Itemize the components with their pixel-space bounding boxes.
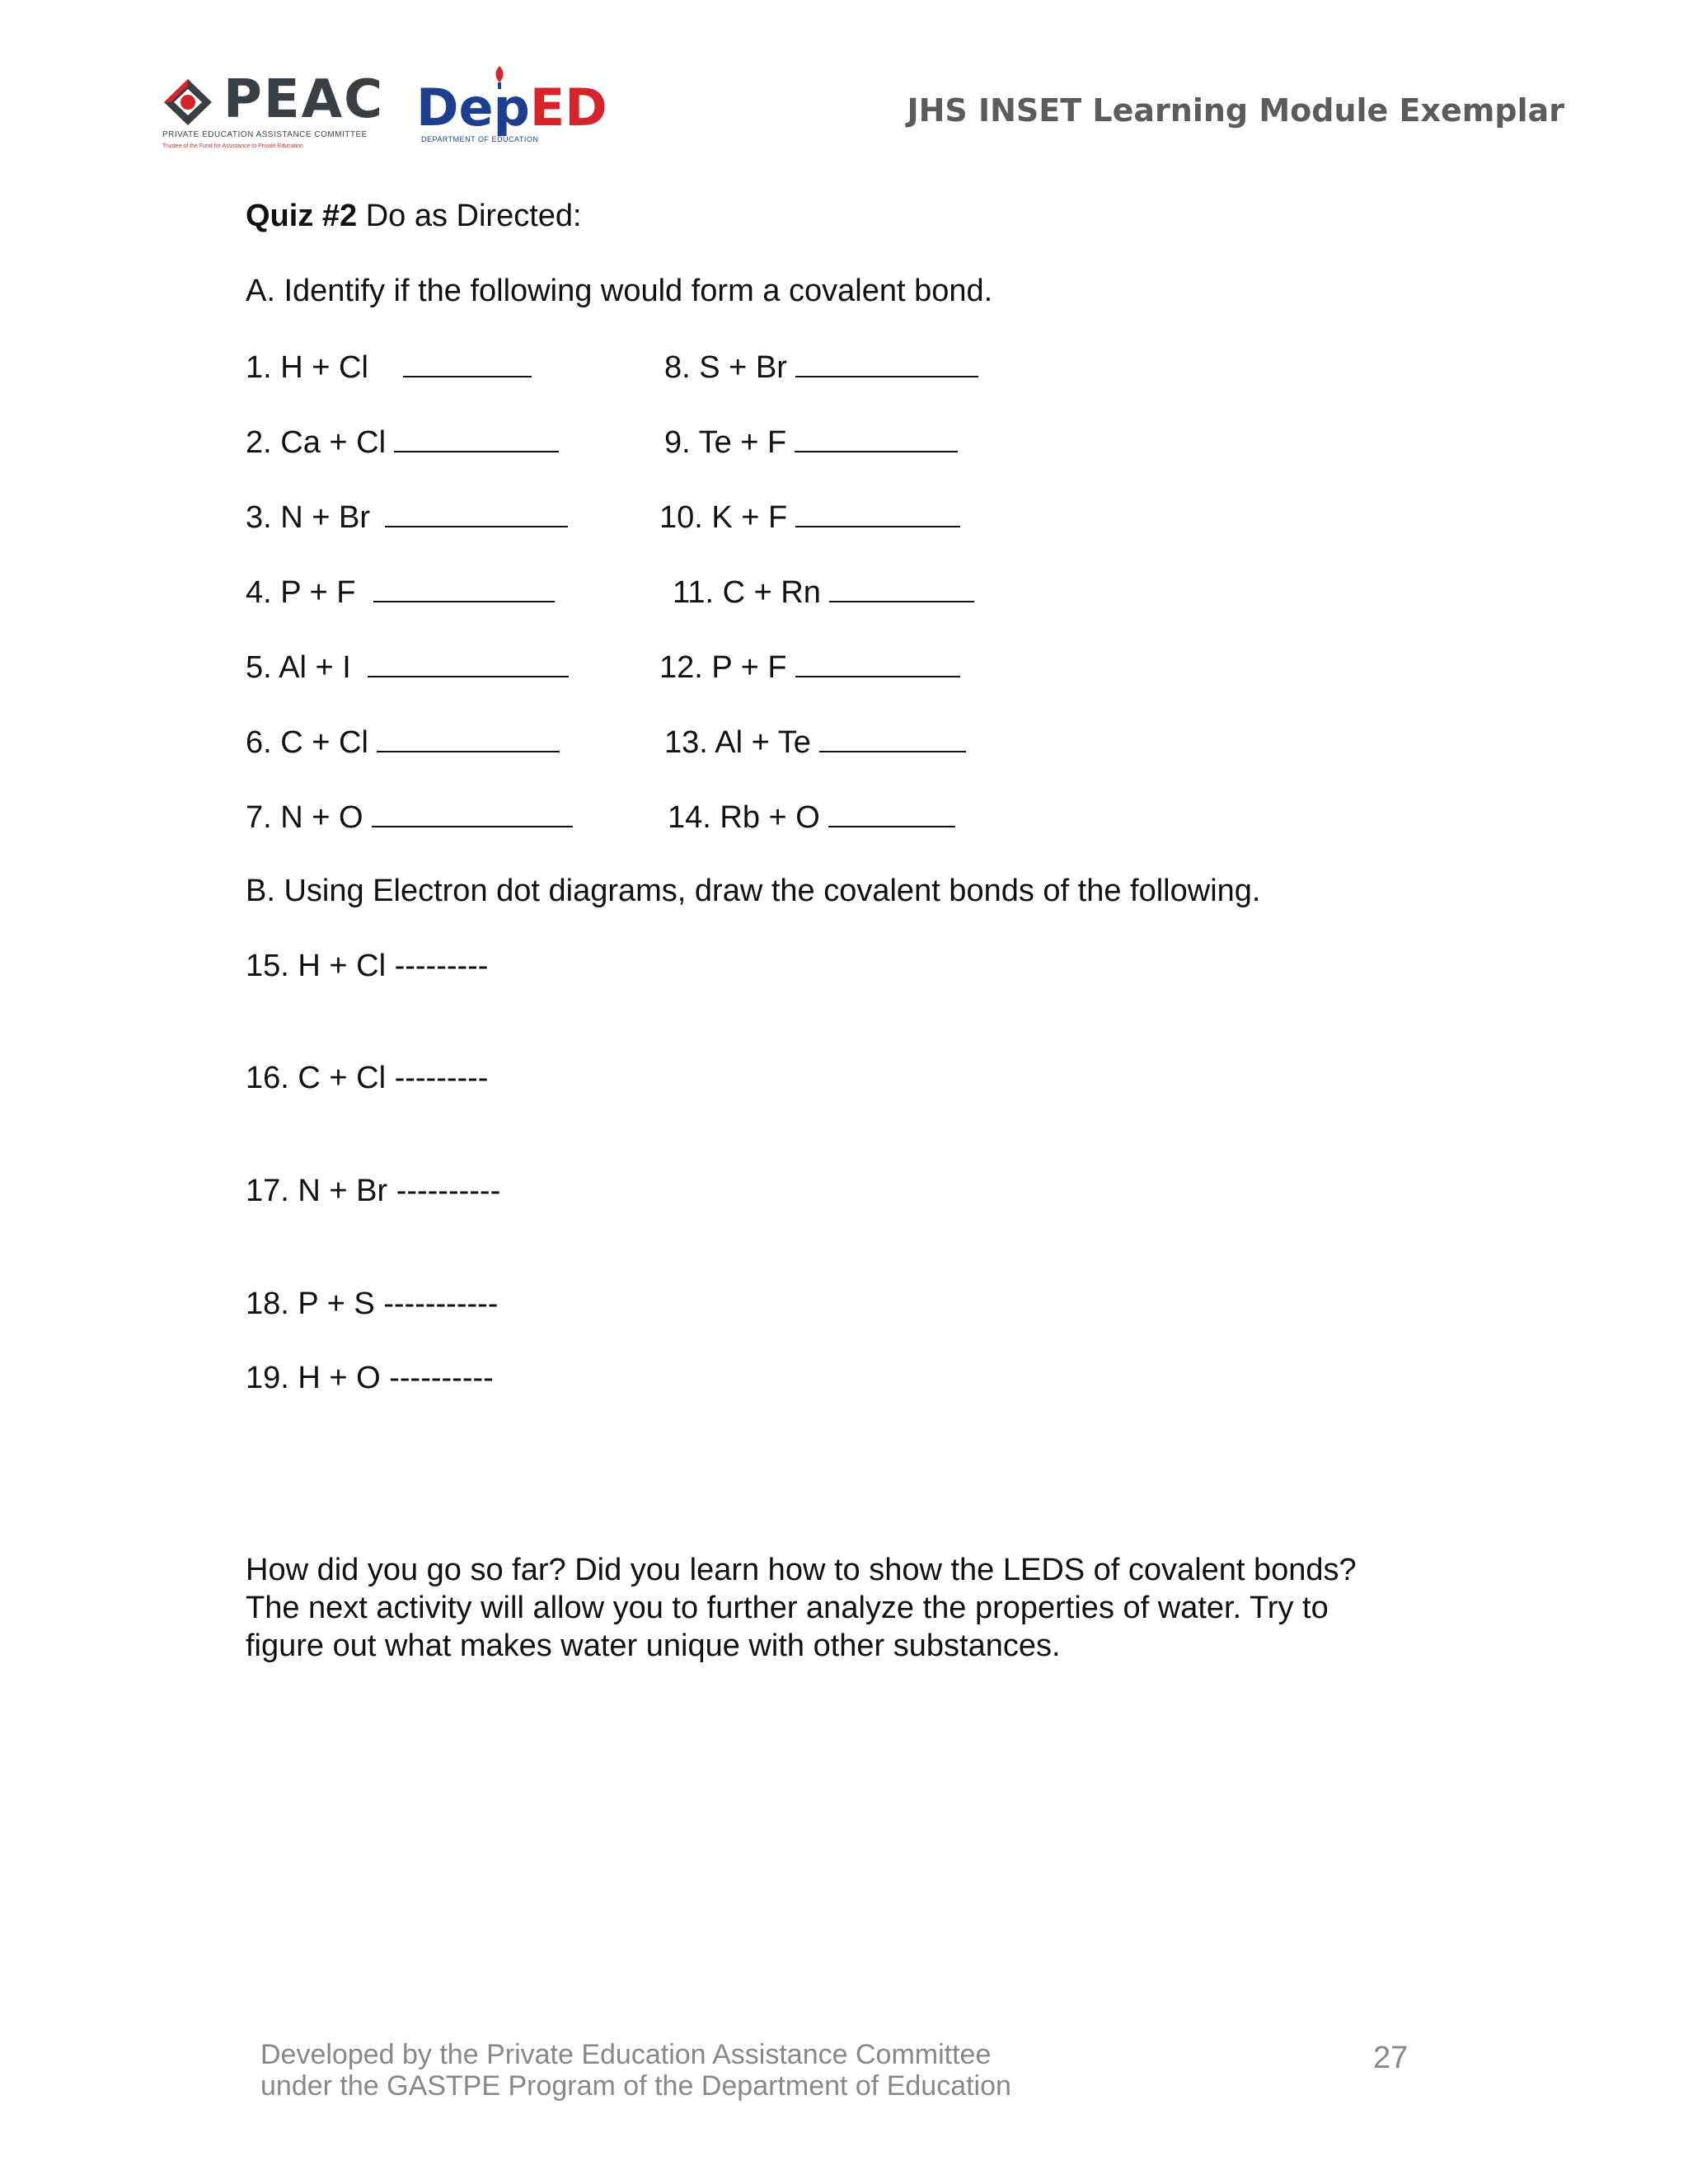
item-14 [668,798,955,836]
part-b-heading: B. Using Electron dot diagrams, draw the covalent bonds of the following. [246,874,1261,908]
item-7-text: 7. N + O [246,800,363,835]
item-11-text: 11. C + Rn [673,575,821,610]
item-14-text: 14. Rb + O [668,800,820,835]
answer-blank[interactable] [403,348,532,377]
answer-blank[interactable] [377,723,560,752]
peac-logo-text: PEAC [223,69,385,130]
closing-line-3: figure out what makes water unique with other substances. [246,1629,1061,1663]
item-3 [246,498,568,536]
footer [260,2039,1011,2102]
closing-line-2: The next activity will allow you to further analyze the properties of water. Try to [246,1591,1329,1625]
item-9-text: 9. Te + F [664,425,787,460]
answer-blank[interactable] [368,648,569,677]
module-title: JHS INSET Learning Module Exemplar [907,92,1564,129]
answer-blank[interactable] [795,348,978,377]
deped-logo-text [416,77,607,138]
answer-blank[interactable] [385,498,568,527]
answer-blank[interactable] [828,798,955,827]
item-6-text: 6. C + Cl [246,725,368,760]
item-6 [246,723,560,761]
item-8-text: 8. S + Br [664,350,787,385]
item-12 [659,648,960,686]
footer-line-2: under the GASTPE Program of the Department of Education [260,2070,1011,2102]
part-a-heading: A. Identify if the following would form a covalent bond. [246,274,993,308]
page-number: 27 [1373,2041,1409,2075]
item-2 [246,423,559,461]
answer-blank[interactable] [372,798,573,827]
item-12-text: 12. P + F [659,650,787,685]
item-1-text: 1. H + Cl [246,350,368,385]
item-3-text: 3. N + Br [246,500,370,535]
footer-line-1: Developed by the Private Education Assistance Committee [260,2039,992,2070]
closing-line-1: How did you go so far? Did you learn how to show the LEDS of covalent bonds? [246,1553,1357,1587]
closing-paragraph [246,1551,1482,1665]
peac-logo [162,71,385,153]
item-4-text: 4. P + F [246,575,356,610]
item-13-text: 13. Al + Te [664,725,811,760]
answer-blank[interactable] [394,423,559,452]
item-13 [664,723,966,761]
item-15: 15. H + Cl --------- [246,949,489,983]
item-18: 18. P + S ----------- [246,1286,499,1321]
deped-logo-ed: ED [529,77,607,138]
item-2-text: 2. Ca + Cl [246,425,387,460]
item-10 [659,498,960,536]
quiz-title-rest: Do as Directed: [357,199,582,233]
item-1 [246,348,532,386]
answer-blank[interactable] [795,498,960,527]
item-10-text: 10. K + F [659,500,788,535]
item-7 [246,798,573,836]
item-4 [246,573,555,611]
item-5-text: 5. Al + I [246,650,351,685]
quiz-title-bold: Quiz #2 [246,199,358,233]
peac-tagline: Trustee of the Fund for Assistance to Private Education [162,143,303,149]
answer-blank[interactable] [373,573,555,602]
answer-blank[interactable] [795,648,960,677]
quiz-title [246,198,582,234]
item-9 [664,423,958,461]
item-16: 16. C + Cl --------- [246,1061,489,1095]
item-17: 17. N + Br ---------- [246,1174,501,1208]
peac-subtitle: PRIVATE EDUCATION ASSISTANCE COMMITTEE [162,130,368,139]
item-19: 19. H + O ---------- [246,1361,494,1395]
peac-emblem-icon [162,77,213,127]
answer-blank[interactable] [819,723,966,752]
answer-blank[interactable] [795,423,958,452]
deped-logo [416,64,607,147]
item-8 [664,348,978,386]
answer-blank[interactable] [829,573,974,602]
item-11 [673,573,974,611]
item-5 [246,648,569,686]
deped-logo-dep: Dep [416,77,530,138]
deped-subtitle: DEPARTMENT OF EDUCATION [421,135,539,143]
